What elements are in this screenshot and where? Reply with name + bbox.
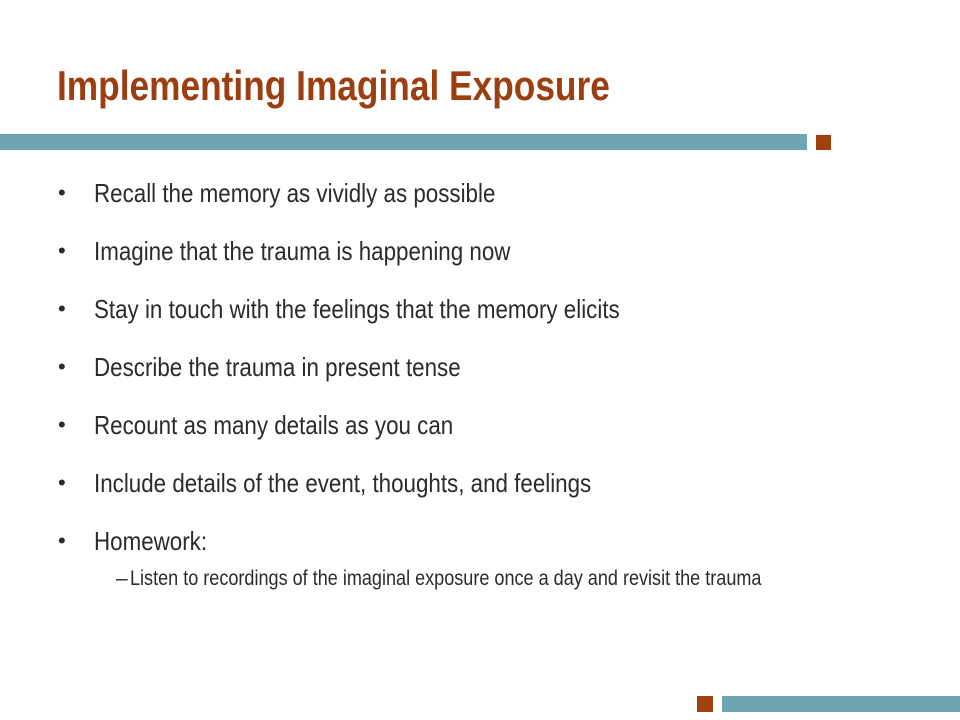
bullet-list — [58, 172, 918, 578]
slide-title: Implementing Imaginal Exposure — [57, 62, 610, 109]
bullet-item — [58, 230, 918, 288]
bullet-marker: • — [58, 354, 66, 379]
bottom-accent-square — [697, 696, 713, 712]
bullet-item — [58, 288, 918, 346]
bullet-text: Homework: — [94, 526, 208, 556]
sub-bullet-text: Listen to recordings of the imaginal exposure once a day and revisit the trauma — [130, 567, 762, 590]
bullet-marker: • — [58, 528, 66, 553]
bullet-text: Include details of the event, thoughts, and feelings — [94, 468, 592, 498]
bullet-text: Stay in touch with the feelings that the memory elicits — [94, 294, 620, 324]
bullet-marker: • — [58, 238, 66, 263]
bullet-item — [58, 404, 918, 462]
top-accent-bar — [0, 134, 807, 150]
bullet-text: Describe the trauma in present tense — [94, 352, 461, 382]
bullet-marker: • — [58, 412, 66, 437]
bottom-accent-bar — [722, 696, 960, 712]
bullet-marker: • — [58, 296, 66, 321]
bullet-text: Recall the memory as vividly as possible — [94, 178, 496, 208]
bullet-item — [58, 346, 918, 404]
bullet-marker: • — [58, 180, 66, 205]
top-accent-square — [816, 135, 831, 150]
bullet-text: Recount as many details as you can — [94, 410, 454, 440]
bullet-item — [58, 172, 918, 230]
bullet-marker: • — [58, 470, 66, 495]
bullet-item — [58, 462, 918, 520]
sub-bullet-marker: – — [116, 567, 128, 590]
bullet-text: Imagine that the trauma is happening now — [94, 236, 511, 266]
